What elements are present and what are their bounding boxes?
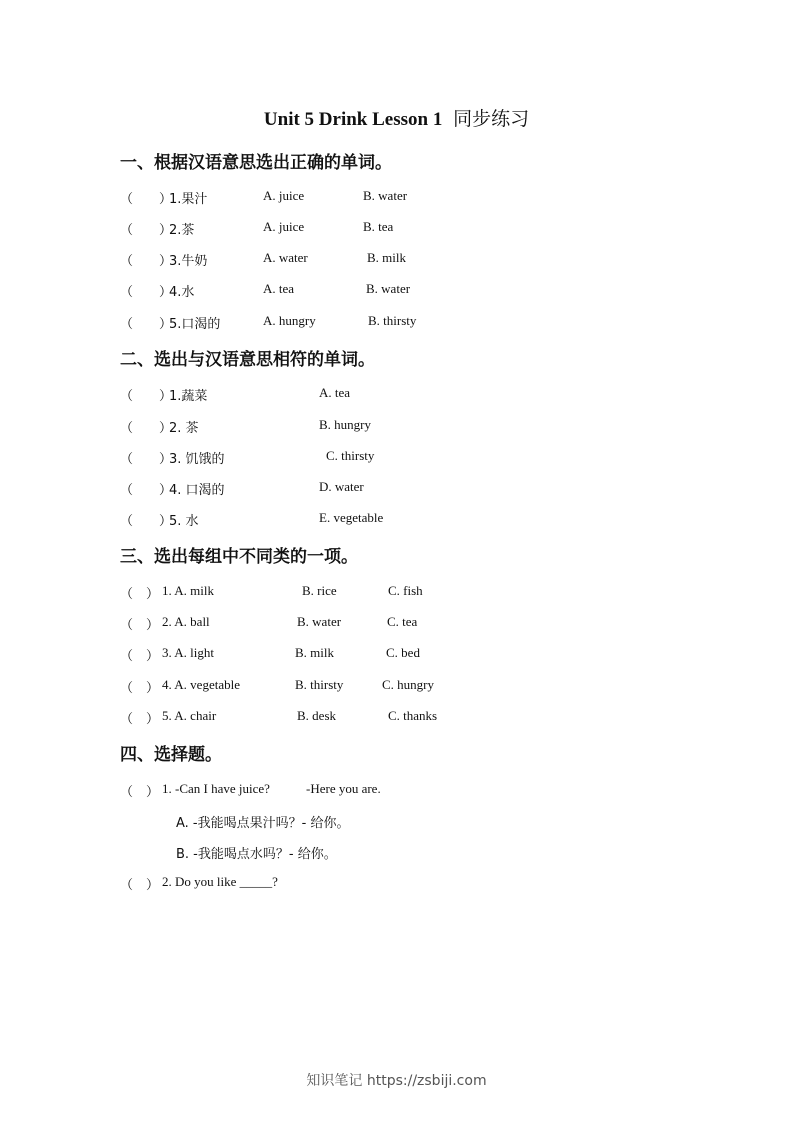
option-c: C. tea	[387, 614, 418, 629]
question-text: 3. 饥饿的	[169, 452, 225, 467]
option-a: 4. A. vegetable	[162, 677, 240, 692]
question-text: 1.蔬菜	[169, 389, 208, 404]
question-text: 2. Do you like _____?	[162, 874, 278, 889]
question-text: 2.茶	[169, 223, 195, 238]
answer-blank: （ ）	[120, 191, 173, 206]
match-option: A. tea	[319, 385, 351, 400]
match-option: D. water	[319, 479, 364, 494]
question-text: 3.牛奶	[169, 254, 208, 269]
option-a: 3. A. light	[162, 645, 215, 660]
option-c: C. hungry	[382, 677, 434, 692]
section-4-heading: 四、选择题。	[120, 745, 222, 765]
option-c: C. thanks	[388, 708, 438, 723]
answer-blank: （ ）	[120, 451, 173, 466]
option-b: B. thirsty	[368, 313, 417, 328]
option-b: B. water	[363, 188, 408, 203]
section-2-heading: 二、选出与汉语意思相符的单词。	[120, 350, 375, 370]
footer-watermark: 知识笔记 https://zsbiji.com	[306, 1073, 487, 1089]
option-a: A. juice	[263, 219, 305, 234]
option-b: B. water	[366, 281, 411, 296]
option-b: B. desk	[297, 708, 336, 723]
option-a: A. hungry	[263, 313, 316, 328]
option-b: B. rice	[302, 583, 337, 598]
option-a: 5. A. chair	[162, 708, 217, 723]
answer-blank: （ ）	[120, 388, 173, 403]
option-c: C. fish	[388, 583, 423, 598]
option-b: B. milk	[295, 645, 335, 660]
answer-blank: （ ）	[120, 253, 173, 268]
answer-blank: （ ）	[120, 784, 160, 799]
page-title	[0, 104, 793, 131]
option-a: 2. A. ball	[162, 614, 210, 629]
answer-blank: （ ）	[120, 680, 160, 695]
section-1-heading: 一、根据汉语意思选出正确的单词。	[120, 153, 392, 173]
match-option: B. hungry	[319, 417, 371, 432]
question-text: 4. 口渴的	[169, 483, 225, 498]
title-chinese: 同步练习	[453, 108, 530, 130]
match-option: C. thirsty	[326, 448, 375, 463]
question-text: 1. -Can I have juice?	[162, 781, 270, 796]
option-a: A. juice	[263, 188, 305, 203]
answer-blank: （ ）	[120, 482, 173, 497]
option-b: B. water	[297, 614, 342, 629]
option-c: C. bed	[386, 645, 420, 660]
answer-blank: （ ）	[120, 877, 160, 892]
match-option: E. vegetable	[319, 510, 384, 525]
option-b: B. milk	[367, 250, 407, 265]
option-a: 1. A. milk	[162, 583, 215, 598]
question-text: 5.口渴的	[169, 317, 221, 332]
option-b: B. thirsty	[295, 677, 344, 692]
question-text: 5. 水	[169, 514, 199, 529]
answer-blank: （ ）	[120, 222, 173, 237]
answer-blank: （ ）	[120, 284, 173, 299]
question-reply: -Here you are.	[306, 781, 381, 796]
option-b: B. tea	[363, 219, 394, 234]
answer-blank: （ ）	[120, 648, 160, 663]
section-3-heading: 三、选出每组中不同类的一项。	[120, 547, 358, 567]
option-a: A. tea	[263, 281, 295, 296]
question-text: 1.果汁	[169, 192, 208, 207]
option-a: A. -我能喝点果汁吗？- 给你。	[176, 816, 350, 831]
answer-blank: （ ）	[120, 617, 160, 632]
question-text: 4.水	[169, 285, 195, 300]
answer-blank: （ ）	[120, 586, 160, 601]
answer-blank: （ ）	[120, 316, 173, 331]
answer-blank: （ ）	[120, 420, 173, 435]
option-b: B. -我能喝点水吗？- 给你。	[176, 847, 337, 862]
question-text: 2. 茶	[169, 421, 199, 436]
answer-blank: （ ）	[120, 711, 160, 726]
title-english: Unit 5 Drink Lesson 1	[263, 109, 443, 130]
answer-blank: （ ）	[120, 513, 173, 528]
option-a: A. water	[263, 250, 308, 265]
